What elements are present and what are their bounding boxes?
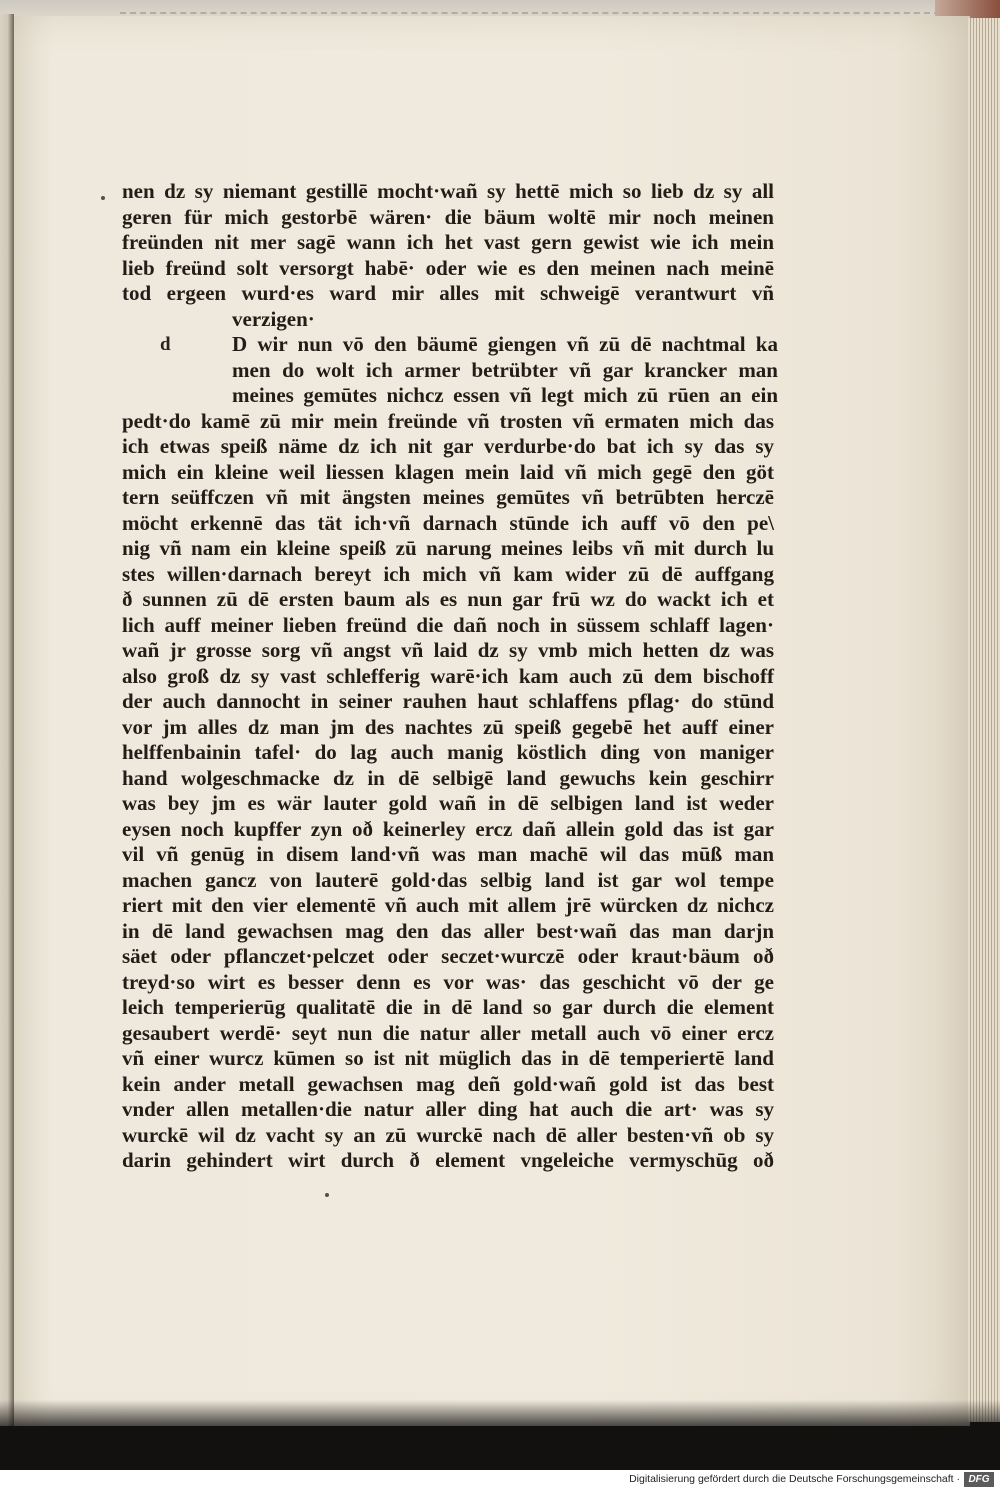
text-line (122, 511, 774, 537)
text-line-content: möcht erkennē das tät ich·vñ darnach stūnde ich auff vō den pe\ (122, 510, 774, 535)
text-line-content: tod ergeen wurd·es ward mir alles mit schweigē verantwurt vñ (122, 281, 774, 305)
text-line (122, 970, 774, 996)
ink-speck (101, 196, 105, 200)
text-line (232, 383, 778, 409)
text-line (122, 1097, 774, 1123)
page-bottom-shadow (0, 1400, 1000, 1430)
text-line-content: geren für mich gestorbē wären· die bäum woltē mir noch meinen (122, 204, 774, 229)
text-line-content: machen gancz von lauterē gold·das selbig land ist gar wol tempe (122, 867, 774, 892)
text-line (122, 791, 774, 817)
text-line (122, 613, 774, 639)
text-line (122, 868, 774, 894)
text-line-content: verzigen· (232, 306, 315, 331)
text-line-content: D wir nun vō den bäumē giengen vñ zū dē nachtmal ka (232, 332, 778, 356)
text-line-content: vil vñ genūg in disem land·vñ was man machē wil das mūß man (122, 842, 774, 866)
text-line-content: treyd·so wirt es besser denn es vor was· das geschicht vō der ge (122, 969, 774, 994)
text-line-content: ð sunnen zū dē ersten baum als es nun gar frū wz do wackt ich et (122, 587, 774, 611)
text-line-content: also groß dz sy vast schlefferig warē·ich kam auch zū dem bischoff (122, 663, 774, 688)
text-line (122, 638, 774, 664)
text-line (122, 460, 774, 486)
text-line-content: kein ander metall gewachsen mag deñ gold·wañ gold ist das best (122, 1071, 774, 1096)
text-line (122, 689, 774, 715)
text-line (122, 740, 774, 766)
text-line-content: darin gehindert wirt durch ð element vngeleiche vermyschūg oð (122, 1148, 774, 1172)
text-line-content: helffenbainin tafel· do lag auch manig köstlich ding von maniger (122, 740, 774, 764)
text-line-content: der auch dannocht in seiner rauhen haut schlaffens pflag· do stūnd (122, 689, 774, 713)
text-line-content: in dē land gewachsen mag den das aller best·wañ das man darjn (122, 918, 774, 943)
text-line (232, 358, 778, 384)
top-edge-line (120, 12, 940, 14)
text-line-content: säet oder pflanczet·pelczet oder seczet·wurczē oder kraut·bäum oð (122, 944, 774, 968)
text-line-content: lieb freünd solt versorgt habē· oder wie es den meinen nach meinē (122, 255, 774, 280)
text-line (122, 944, 774, 970)
text-line-content: meines gemūtes nichcz essen vñ legt mich zū rūen an ein (232, 383, 778, 407)
text-line (122, 536, 774, 562)
text-line (122, 1148, 774, 1174)
text-line-content: nen dz sy niemant gestillē mocht·wañ sy hettē mich so lieb dz sy all (122, 179, 774, 203)
page-stack-edge (968, 18, 1000, 1422)
text-line (122, 1046, 774, 1072)
text-line (122, 995, 774, 1021)
text-line (122, 587, 774, 613)
text-line-content: eysen noch kupffer zyn oð keinerley ercz dañ allein gold das ist gar (122, 816, 774, 841)
text-line-content: lich auff meiner lieben freünd die dañ noch in süssem schlaff lagen· (122, 612, 774, 637)
binding-gutter (0, 14, 14, 1426)
text-line-content: wañ jr grosse sorg vñ angst vñ laid dz sy vmb mich hetten dz was (122, 638, 774, 662)
text-line-content: stes willen·darnach bereyt ich mich vñ kam wider zū dē auffgang (122, 561, 774, 586)
text-line (122, 485, 774, 511)
text-line (232, 332, 778, 358)
text-line-content: riert mit den vier elementē vñ auch mit allem jrē würcken dz nichcz (122, 893, 774, 917)
text-line-content: ich etwas speiß näme dz ich nit gar verdurbe·do bat ich sy das sy (122, 434, 774, 458)
text-line-content: vor jm alles dz man jm des nachtes zū speiß gegebē het auff einer (122, 714, 774, 739)
text-line-content: men do wolt ich armer betrübter vñ gar krancker man (232, 357, 778, 382)
text-line-content: vnder allen metallen·die natur aller ding hat auch die art· was sy (122, 1097, 774, 1121)
text-line (122, 893, 774, 919)
dfg-logo: DFG (964, 1472, 994, 1487)
text-line-content: vñ einer wurcz kūmen so ist nit müglich das in dē temperiertē land (122, 1046, 774, 1070)
digitization-footer (0, 1470, 1000, 1489)
text-line (122, 817, 774, 843)
text-line (232, 307, 778, 333)
text-line-content: mich ein kleine weil liessen klagen mein laid vñ mich gegē den göt (122, 459, 774, 484)
text-line (122, 1123, 774, 1149)
text-line (122, 205, 774, 231)
text-line (122, 230, 774, 256)
text-line (122, 281, 774, 307)
text-line (122, 256, 774, 282)
text-line-content: nig vñ nam ein kleine speiß zū narung meines leibs vñ mit durch lu (122, 536, 774, 560)
text-line (122, 1072, 774, 1098)
text-line-content: gesaubert werdē· seyt nun die natur aller metall auch vō einer ercz (122, 1020, 774, 1045)
text-line-content: freünden nit mer sagē wann ich het vast gern gewist wie ich mein (122, 230, 774, 254)
ink-speck (325, 1193, 329, 1197)
text-block (122, 179, 778, 1174)
text-line (122, 179, 774, 205)
text-line (122, 434, 774, 460)
text-line (122, 766, 774, 792)
text-line (122, 409, 774, 435)
text-line-content: hand wolgeschmacke dz in dē selbigē land gewuchs kein geschirr (122, 765, 774, 790)
text-line-content: wurckē wil dz vacht sy an zū wurckē nach dē aller besten·vñ ob sy (122, 1122, 774, 1147)
text-line-content: leich temperierūg qualitatē die in dē land so gar durch die element (122, 995, 774, 1019)
text-line (122, 1021, 774, 1047)
text-line (122, 919, 774, 945)
text-line (122, 715, 774, 741)
text-line-content: pedt·do kamē zū mir mein freünde vñ trosten vñ ermaten mich das (122, 408, 774, 433)
text-line (122, 562, 774, 588)
text-line-content: tern seüffczen vñ mit ängsten meines gemūtes vñ betrūbten herczē (122, 485, 774, 509)
text-line-content: was bey jm es wär lauter gold wañ in dē selbigen land ist weder (122, 791, 774, 815)
text-line (122, 664, 774, 690)
funding-credit: Digitalisierung gefördert durch die Deutsche Forschungsgemeinschaft · (629, 1473, 960, 1485)
guide-letter: d (160, 334, 171, 355)
text-line (122, 842, 774, 868)
